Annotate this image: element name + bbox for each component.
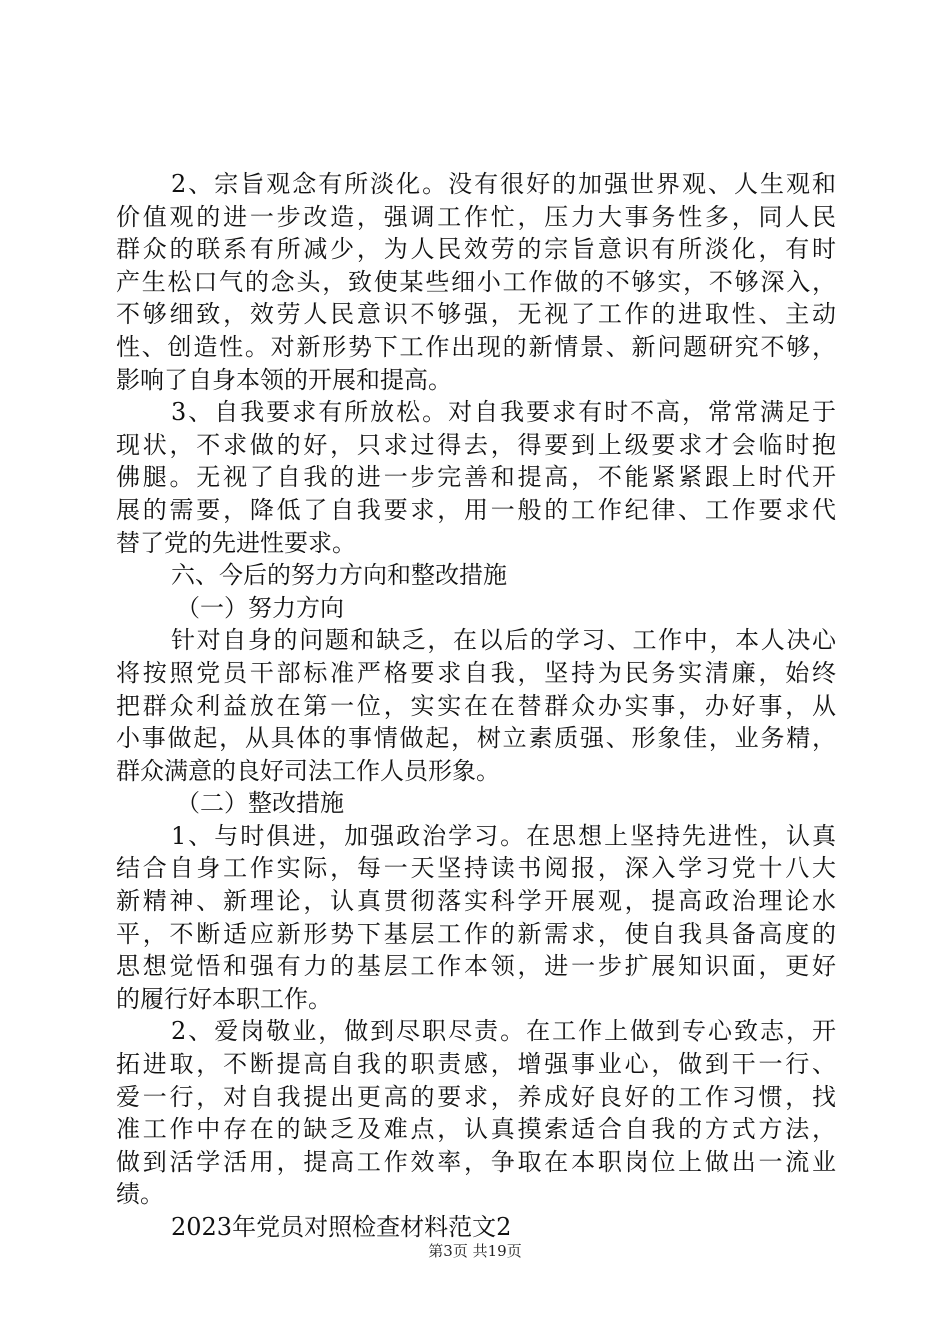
text-line: 佛腿。无视了自我的进一步完善和提高，不能紧紧跟上时代开 (116, 463, 836, 492)
text-line: 六、今后的努力方向和整改措施 (171, 561, 507, 590)
text-line: 绩。 (116, 1180, 164, 1209)
text-line: 3、自我要求有所放松。对自我要求有时不高，常常满足于 (171, 398, 836, 427)
text-line: （二）整改措施 (176, 789, 344, 818)
text-line: 2、爱岗敬业，做到尽职尽责。在工作上做到专心致志，开 (171, 1017, 836, 1046)
text-line: 小事做起，从具体的事情做起，树立素质强、形象佳，业务精， (116, 724, 836, 753)
page-footer: 第3页 共19页 (428, 1242, 522, 1260)
text-line: 新精神、新理论，认真贯彻落实科学开展观，提高政治理论水 (116, 887, 836, 916)
text-line: 拓进取，不断提高自我的职责感，增强事业心，做到干一行、 (116, 1050, 836, 1079)
text-line: 群众的联系有所减少，为人民效劳的宗旨意识有所淡化，有时 (116, 235, 836, 264)
text-line: 群众满意的良好司法工作人员形象。 (116, 756, 500, 785)
text-line: 1、与时俱进，加强政治学习。在思想上坚持先进性，认真 (171, 821, 836, 850)
text-line: 2、宗旨观念有所淡化。没有很好的加强世界观、人生观和 (171, 170, 836, 198)
text-line: 不够细致，效劳人民意识不够强，无视了工作的进取性、主动 (116, 300, 836, 329)
text-line: （一）努力方向 (176, 593, 344, 622)
text-line: 影响了自身本领的开展和提高。 (116, 365, 452, 394)
text-line: 产生松口气的念头，致使某些细小工作做的不够实，不够深入， (116, 267, 836, 296)
text-line: 爱一行，对自我提出更高的要求，养成好良好的工作习惯，找 (116, 1082, 836, 1111)
text-line: 准工作中存在的缺乏及难点，认真摸索适合自我的方式方法， (116, 1115, 836, 1144)
text-line: 2023年党员对照检查材料范文2 (171, 1213, 512, 1241)
text-line: 现状，不求做的好，只求过得去，得要到上级要求才会临时抱 (116, 430, 836, 459)
text-line: 的履行好本职工作。 (116, 984, 332, 1013)
text-line: 平，不断适应新形势下基层工作的新需求，使自我具备高度的 (116, 919, 836, 948)
text-line: 针对自身的问题和缺乏，在以后的学习、工作中，本人决心 (171, 626, 836, 655)
text-line: 性、创造性。对新形势下工作出现的新情景、新问题研究不够， (116, 332, 836, 361)
text-line: 展的需要，降低了自我要求，用一般的工作纪律、工作要求代 (116, 495, 836, 524)
text-line: 结合自身工作实际，每一天坚持读书阅报，深入学习党十八大 (116, 854, 836, 883)
text-line: 思想觉悟和强有力的基层工作本领，进一步扩展知识面，更好 (116, 952, 836, 981)
document-body (116, 168, 836, 1244)
text-line: 替了党的先进性要求。 (116, 528, 356, 557)
text-line: 价值观的进一步改造，强调工作忙，压力大事务性多，同人民 (116, 202, 836, 231)
text-line: 做到活学活用，提高工作效率，争取在本职岗位上做出一流业 (116, 1147, 836, 1176)
text-line: 把群众利益放在第一位，实实在在替群众办实事，办好事，从 (116, 691, 836, 720)
text-line: 将按照党员干部标准严格要求自我，坚持为民务实清廉，始终 (116, 658, 836, 687)
